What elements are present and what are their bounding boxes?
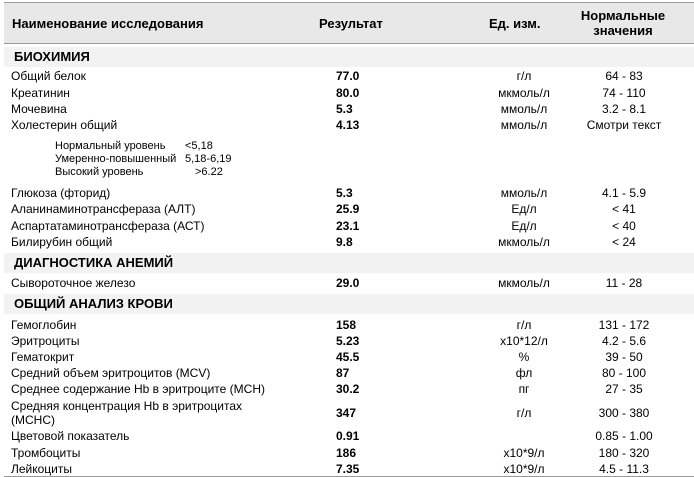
table-row: Аспартатаминотрансфераза (АСТ) 23.1 Ед/л < 40 [11,219,636,233]
header-normal: Нормальные значения [580,8,666,38]
table-row: Гемоглобин 158 г/л 131 - 172 [11,318,650,332]
table-row: Эритроциты 5.23 х10*12/л 4.2 - 5.6 [11,334,647,348]
table-row: Средний объем эритроцитов (MCV) 87 фл 80 - 100 [11,366,647,380]
table-row: Среднее содержание Hb в эритроците (MCH) 30.2 пг 27 - 35 [11,382,643,396]
section-blood: ОБЩИЙ АНАЛИЗ КРОВИ [4,294,694,314]
cholesterol-level-normal: Нормальный уровень <5,18 [55,140,213,152]
header-unit: Ед. изм. [489,16,541,31]
table-row: Цветовой показатель 0.91 0.85 - 1.00 [11,429,653,443]
table-row: Аланинаминотрансфераза (АЛТ) 25.9 Ед/л < 41 [11,202,636,216]
table-row: Билирубин общий 9.8 мкмоль/л < 24 [11,235,636,249]
cholesterol-level-moderate: Умеренно-повышенный 5,18-6,19 [55,153,232,165]
table-row: Гематокрит 45.5 % 39 - 50 [11,350,643,364]
table-row: Общий белок 77.0 г/л 64 - 83 [11,69,643,83]
table-row: Мочевина 5.3 ммоль/л 3.2 - 8.1 [11,102,647,116]
table-row: Средняя концентрация Hb в эритроцитах (MCHC) 347 г/л 300 - 380 [11,399,650,427]
table-header [4,2,694,44]
header-result: Результат [319,16,383,31]
table-row: Глюкоза (фторид) 5.3 ммоль/л 4.1 - 5.9 [11,186,647,200]
table-row: Сывороточное железо 29.0 мкмоль/л 11 - 28 [11,276,643,290]
section-anemia: ДИАГНОСТИКА АНЕМИЙ [4,253,694,273]
header-name: Наименование исследования [12,16,204,31]
section-biochemistry: БИОХИМИЯ [4,47,694,67]
table-row: Холестерин общий 4.13 ммоль/л Смотри текст [11,118,662,132]
table-row: Лейкоциты 7.35 х10*9/л 4.5 - 11.3 [11,462,649,476]
table-row: Креатинин 80.0 мкмоль/л 74 - 110 [11,86,646,100]
cholesterol-level-high: Высокий уровень >6.22 [55,166,223,178]
table-row: Тромбоциты 186 х10*9/л 180 - 320 [11,446,650,460]
